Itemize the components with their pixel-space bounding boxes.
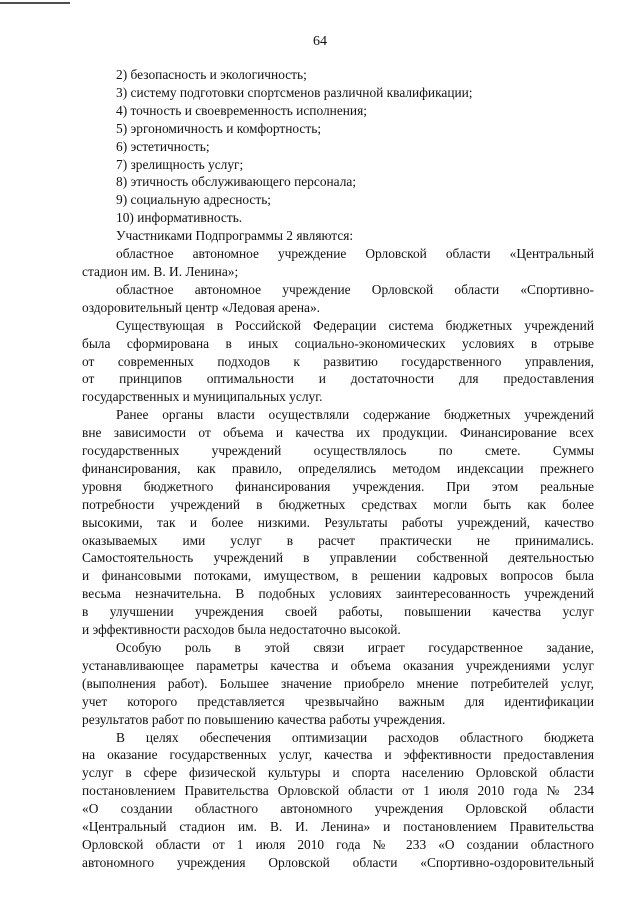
text-line: вне зависимости от объема и качества их продукции. Финансирование всех bbox=[82, 425, 594, 441]
text-line: В целях обеспечения оптимизации расходов областного бюджета bbox=[116, 729, 594, 745]
text-line: оздоровительный центр «Ледовая арена». bbox=[82, 299, 321, 315]
text-line: «О создании областного автономного учреждения Орловской области bbox=[82, 801, 594, 817]
text-line: государственных и муниципальных услуг. bbox=[82, 389, 323, 405]
text-line: в улучшении учреждения своей работы, повышении качества услуг bbox=[82, 604, 594, 620]
text-line: услуг в сфере физической культуры и спорта населению Орловской области bbox=[82, 765, 594, 781]
text-line: «Центральный стадион им. В. И. Ленина» и постановлением Правительства bbox=[82, 819, 594, 835]
text-line: была сформирована в иных социально-экономических условиях в отрыве bbox=[82, 335, 594, 351]
text-line: Ранее органы власти осуществляли содержание бюджетных учреждений bbox=[116, 407, 594, 423]
text-line: (выполнения работ). Большее значение приобрело мнение потребителей услуг, bbox=[82, 675, 594, 691]
text-line: потребности учреждений в бюджетных средствах могли быть как более bbox=[82, 496, 594, 512]
text-line: весьма незначительна. В подобных условиях заинтересованность учреждений bbox=[82, 586, 594, 602]
text-line: от принципов оптимальности и достаточности для предоставления bbox=[82, 371, 594, 387]
text-line: уровня бюджетного финансирования учреждения. При этом реальные bbox=[82, 478, 594, 494]
text-line: Орловской области от 1 июля 2010 года № 233 «О создании областного bbox=[82, 836, 594, 852]
text-line: Особую роль в этой связи играет государственное задание, bbox=[116, 640, 594, 655]
text-line: высокими, так и более низкими. Результаты работы учреждений, качество bbox=[82, 514, 594, 530]
text-line: Участниками Подпрограммы 2 являются: bbox=[116, 228, 354, 244]
text-line: Самостоятельность учреждений в управлении собственной деятельностью bbox=[82, 550, 594, 566]
text-line: и эффективности расходов была недостаточно высокой. bbox=[82, 622, 401, 638]
text-line: на оказание государственных услуг, качества и эффективности предоставления bbox=[82, 747, 594, 763]
body-text bbox=[82, 66, 594, 872]
text-line: 4) точность и своевременность исполнения; bbox=[116, 102, 367, 118]
text-line: устанавливающее параметры качества и объема оказания учреждениями услуг bbox=[82, 657, 594, 673]
text-line: 3) систему подготовки спортсменов различной квалификации; bbox=[116, 84, 473, 100]
text-line: 6) эстетичность; bbox=[116, 138, 210, 154]
text-line: стадион им. В. И. Ленина»; bbox=[82, 263, 239, 279]
text-line: областное автономное учреждение Орловской области «Спортивно- bbox=[116, 281, 594, 297]
text-line: 5) эргономичность и комфортность; bbox=[116, 120, 322, 136]
text-line: Существующая в Российской Федерации система бюджетных учреждений bbox=[116, 317, 594, 333]
scan-edge-mark bbox=[0, 2, 70, 4]
text-line: результатов работ по повышению качества работы учреждения. bbox=[82, 711, 446, 727]
text-line: и финансовыми потоками, имуществом, в решении кадровых вопросов была bbox=[82, 568, 594, 584]
text-line: областное автономное учреждение Орловской области «Центральный bbox=[116, 246, 594, 262]
text-line: учет которого представляется чрезвычайно важным для идентификации bbox=[82, 693, 594, 709]
text-line: 9) социальную адресность; bbox=[116, 192, 272, 208]
text-line: от современных подходов к развитию государственного управления, bbox=[82, 353, 594, 369]
text-line: постановлением Правительства Орловской области от 1 июля 2010 года № 234 bbox=[82, 783, 594, 799]
text-line: 7) зрелищность услуг; bbox=[116, 156, 244, 172]
text-line: финансирования, как правило, определялись методом индексации прежнего bbox=[82, 460, 594, 476]
text-line: автономного учреждения Орловской области «Спортивно-оздоровительный bbox=[82, 854, 594, 870]
text-line: 8) этичность обслуживающего персонала; bbox=[116, 174, 357, 190]
text-line: оказываемых ими услуг в расчет практически не принимались. bbox=[82, 532, 594, 548]
text-line: 10) информативность. bbox=[116, 210, 243, 226]
text-line: 2) безопасность и экологичность; bbox=[116, 67, 307, 82]
text-line: государственных учреждений осуществлялось по смете. Суммы bbox=[82, 443, 594, 459]
page-number: 64 bbox=[313, 34, 327, 49]
